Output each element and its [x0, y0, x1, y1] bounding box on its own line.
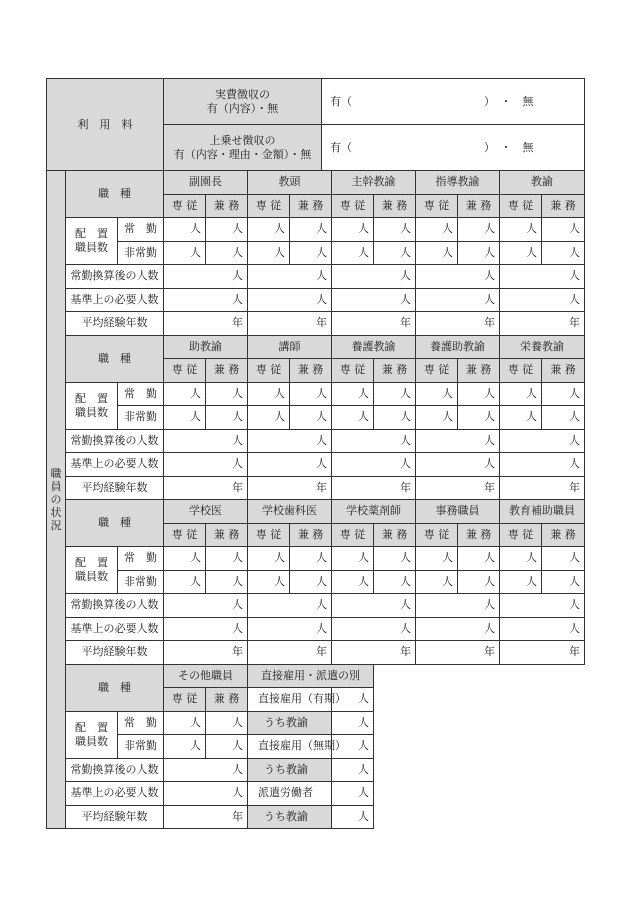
job-type-name: その他職員: [164, 664, 248, 688]
total-cell[interactable]: 人: [416, 594, 500, 618]
total-cell[interactable]: 年: [500, 476, 585, 500]
total-cell[interactable]: 人: [248, 429, 332, 453]
employment-row-label: うち教諭: [248, 758, 332, 782]
total-cell[interactable]: 年: [416, 476, 500, 500]
employment-count-cell[interactable]: 人: [332, 711, 374, 735]
placement-line1: 配 置: [75, 556, 108, 570]
count-cell[interactable]: 人: [458, 570, 500, 594]
total-cell[interactable]: 年: [500, 312, 585, 336]
side-label-char: 員: [50, 480, 62, 493]
standard-count-label: 基準上の必要人数: [66, 288, 164, 312]
fulltime-header: 専 従: [332, 359, 374, 383]
fulltime-header: 専 従: [164, 359, 206, 383]
placement-line2: 職員数: [75, 241, 108, 254]
count-cell[interactable]: 人: [290, 382, 332, 406]
concurrent-header: 兼 務: [374, 194, 416, 218]
fulltime-header: 専 従: [248, 194, 290, 218]
total-cell[interactable]: 人: [164, 429, 248, 453]
total-cell[interactable]: 人: [500, 429, 585, 453]
blank-area: [374, 735, 542, 759]
count-cell[interactable]: 人: [458, 406, 500, 430]
total-cell[interactable]: 人: [332, 594, 416, 618]
count-cell[interactable]: 人: [542, 406, 585, 430]
actual-cost-value[interactable]: 有（ ） ・ 無: [322, 79, 585, 125]
count-cell[interactable]: 人: [164, 218, 206, 242]
count-cell[interactable]: 人: [164, 735, 206, 759]
total-cell[interactable]: 年: [164, 312, 248, 336]
count-cell[interactable]: 人: [416, 241, 458, 265]
blank-area: [374, 782, 542, 806]
count-cell[interactable]: 人: [332, 218, 374, 242]
concurrent-header: 兼 務: [458, 523, 500, 547]
total-cell[interactable]: 人: [248, 617, 332, 641]
employment-count-cell[interactable]: 人: [332, 688, 374, 712]
count-cell[interactable]: 人: [500, 218, 542, 242]
total-cell[interactable]: 人: [416, 617, 500, 641]
count-cell[interactable]: 人: [164, 241, 206, 265]
avg-years-label: 平均経験年数: [66, 641, 164, 665]
total-cell[interactable]: 人: [164, 265, 248, 289]
concurrent-header: 兼 務: [206, 359, 248, 383]
total-cell[interactable]: 人: [164, 453, 248, 477]
placement-staff-label: [66, 218, 118, 265]
total-cell[interactable]: 年: [164, 805, 248, 829]
concurrent-header: 兼 務: [374, 359, 416, 383]
staff-table: [46, 170, 585, 829]
total-cell[interactable]: 人: [164, 782, 248, 806]
concurrent-header: 兼 務: [290, 523, 332, 547]
total-cell[interactable]: 年: [248, 641, 332, 665]
nonregular-label: 非常勤: [118, 735, 164, 759]
fulltime-header: 専 従: [500, 523, 542, 547]
concurrent-header: 兼 務: [542, 359, 585, 383]
total-cell[interactable]: 人: [500, 453, 585, 477]
concurrent-header: 兼 務: [290, 359, 332, 383]
total-cell[interactable]: 人: [416, 288, 500, 312]
count-cell[interactable]: 人: [542, 218, 585, 242]
concurrent-header: 兼 務: [206, 688, 248, 712]
count-cell[interactable]: 人: [332, 382, 374, 406]
usage-fee-label: 利 用 料: [47, 79, 164, 171]
count-cell[interactable]: 人: [290, 570, 332, 594]
count-cell[interactable]: 人: [374, 570, 416, 594]
job-type-name: 講師: [248, 335, 332, 359]
concurrent-header: 兼 務: [542, 194, 585, 218]
employment-row-label: 直接雇用（無期）: [248, 735, 332, 759]
total-cell[interactable]: 人: [500, 617, 585, 641]
count-cell[interactable]: 人: [164, 570, 206, 594]
placement-line2: 職員数: [75, 570, 108, 583]
concurrent-header: 兼 務: [458, 359, 500, 383]
job-type-name: 事務職員: [416, 500, 500, 524]
avg-years-label: 平均経験年数: [66, 476, 164, 500]
count-cell[interactable]: 人: [542, 547, 585, 571]
concurrent-header: 兼 務: [458, 194, 500, 218]
count-cell[interactable]: 人: [206, 735, 248, 759]
standard-count-label: 基準上の必要人数: [66, 453, 164, 477]
job-type-name: 学校歯科医: [248, 500, 332, 524]
blank-area: [374, 664, 542, 688]
avg-years-label: 平均経験年数: [66, 805, 164, 829]
placement-staff-label: [66, 547, 118, 594]
count-cell[interactable]: 人: [206, 382, 248, 406]
count-cell[interactable]: 人: [248, 406, 290, 430]
job-type-name: 教諭: [500, 171, 585, 195]
count-cell[interactable]: 人: [248, 570, 290, 594]
avg-years-label: 平均経験年数: [66, 312, 164, 336]
employment-row-label: 直接雇用（有期）: [248, 688, 332, 712]
count-cell[interactable]: 人: [416, 570, 458, 594]
job-type-name: 教育補助職員: [500, 500, 585, 524]
regular-label: 常 勤: [118, 547, 164, 571]
count-cell[interactable]: 人: [164, 711, 206, 735]
count-cell[interactable]: 人: [332, 241, 374, 265]
count-cell[interactable]: 人: [290, 218, 332, 242]
total-cell[interactable]: 年: [416, 312, 500, 336]
side-label-char: 状: [50, 506, 62, 519]
total-cell[interactable]: 人: [500, 265, 585, 289]
count-cell[interactable]: 人: [374, 406, 416, 430]
converted-count-label: 常勤換算後の人数: [66, 594, 164, 618]
employment-count-cell[interactable]: 人: [332, 735, 374, 759]
job-type-name: 学校薬剤師: [332, 500, 416, 524]
count-cell[interactable]: 人: [458, 547, 500, 571]
job-type-name: 養護助教諭: [416, 335, 500, 359]
nonregular-label: 非常勤: [118, 241, 164, 265]
extra-cost-label: 上乗せ徴収の 有（内容・理由・金額）・無: [164, 125, 322, 171]
count-cell[interactable]: 人: [206, 406, 248, 430]
count-cell[interactable]: 人: [458, 382, 500, 406]
total-cell[interactable]: 人: [500, 594, 585, 618]
count-cell[interactable]: 人: [500, 382, 542, 406]
employment-row-label: 派遣労働者: [248, 782, 332, 806]
side-label-char: 職: [50, 467, 62, 480]
fulltime-header: 専 従: [248, 359, 290, 383]
standard-count-label: 基準上の必要人数: [66, 617, 164, 641]
usage-fee-table: [46, 78, 585, 171]
nonregular-label: 非常勤: [118, 406, 164, 430]
fulltime-header: 専 従: [332, 523, 374, 547]
count-cell[interactable]: 人: [332, 547, 374, 571]
count-cell[interactable]: 人: [164, 547, 206, 571]
fulltime-header: 専 従: [164, 688, 206, 712]
count-cell[interactable]: 人: [500, 241, 542, 265]
regular-label: 常 勤: [118, 382, 164, 406]
count-cell[interactable]: 人: [248, 241, 290, 265]
total-cell[interactable]: 人: [332, 617, 416, 641]
converted-count-label: 常勤換算後の人数: [66, 429, 164, 453]
total-cell[interactable]: 人: [248, 594, 332, 618]
total-cell[interactable]: 人: [416, 429, 500, 453]
count-cell[interactable]: 人: [290, 547, 332, 571]
concurrent-header: 兼 務: [374, 523, 416, 547]
job-type-name: 養護教諭: [332, 335, 416, 359]
job-type-label: 職 種: [66, 335, 164, 382]
total-cell[interactable]: 人: [248, 453, 332, 477]
count-cell[interactable]: 人: [500, 570, 542, 594]
staff-status-side-label: [47, 171, 66, 829]
job-type-name: 指導教諭: [416, 171, 500, 195]
side-label-char: 況: [50, 519, 62, 532]
fulltime-header: 専 従: [416, 523, 458, 547]
total-cell[interactable]: 年: [416, 641, 500, 665]
count-cell[interactable]: 人: [206, 711, 248, 735]
fulltime-header: 専 従: [500, 194, 542, 218]
extra-cost-value[interactable]: 有（ ） ・ 無: [322, 125, 585, 171]
count-cell[interactable]: 人: [542, 570, 585, 594]
total-cell[interactable]: 人: [416, 453, 500, 477]
standard-count-label: 基準上の必要人数: [66, 782, 164, 806]
employment-count-cell[interactable]: 人: [332, 758, 374, 782]
count-cell[interactable]: 人: [164, 406, 206, 430]
total-cell[interactable]: 人: [164, 288, 248, 312]
fulltime-header: 専 従: [332, 194, 374, 218]
regular-label: 常 勤: [118, 711, 164, 735]
count-cell[interactable]: 人: [374, 547, 416, 571]
fulltime-header: 専 従: [164, 194, 206, 218]
count-cell[interactable]: 人: [164, 382, 206, 406]
job-type-name: 教頭: [248, 171, 332, 195]
total-cell[interactable]: 人: [332, 265, 416, 289]
total-cell[interactable]: 人: [416, 265, 500, 289]
employment-type-header: 直接雇用・派遣の別: [248, 664, 374, 688]
total-cell[interactable]: 人: [164, 594, 248, 618]
total-cell[interactable]: 人: [164, 617, 248, 641]
count-cell[interactable]: 人: [500, 406, 542, 430]
count-cell[interactable]: 人: [206, 241, 248, 265]
total-cell[interactable]: 年: [164, 641, 248, 665]
count-cell[interactable]: 人: [542, 241, 585, 265]
job-type-name: 学校医: [164, 500, 248, 524]
fulltime-header: 専 従: [164, 523, 206, 547]
count-cell[interactable]: 人: [416, 406, 458, 430]
count-cell[interactable]: 人: [332, 406, 374, 430]
employment-row-label: うち教諭: [248, 805, 332, 829]
fulltime-header: 専 従: [416, 194, 458, 218]
regular-label: 常 勤: [118, 218, 164, 242]
actual-cost-label: 実費徴収の 有（内容）・無: [164, 79, 322, 125]
fulltime-header: 専 従: [416, 359, 458, 383]
blank-area: [374, 688, 542, 712]
concurrent-header: 兼 務: [206, 194, 248, 218]
job-type-label: 職 種: [66, 500, 164, 547]
total-cell[interactable]: 年: [248, 476, 332, 500]
job-type-name: 助教諭: [164, 335, 248, 359]
count-cell[interactable]: 人: [500, 547, 542, 571]
count-cell[interactable]: 人: [374, 382, 416, 406]
blank-area: [374, 758, 542, 782]
total-cell[interactable]: 人: [164, 758, 248, 782]
placement-staff-label: [66, 382, 118, 429]
count-cell[interactable]: 人: [374, 241, 416, 265]
converted-count-label: 常勤換算後の人数: [66, 265, 164, 289]
count-cell[interactable]: 人: [248, 382, 290, 406]
total-cell[interactable]: 人: [248, 265, 332, 289]
total-cell[interactable]: 人: [500, 288, 585, 312]
placement-line2: 職員数: [75, 734, 108, 748]
fulltime-header: 専 従: [248, 523, 290, 547]
total-cell[interactable]: 年: [500, 641, 585, 665]
total-cell[interactable]: 人: [248, 288, 332, 312]
fulltime-header: 専 従: [500, 359, 542, 383]
placement-line2: 職員数: [75, 405, 108, 419]
job-type-label: 職 種: [66, 171, 164, 218]
count-cell[interactable]: 人: [206, 218, 248, 242]
total-cell[interactable]: 年: [332, 641, 416, 665]
total-cell[interactable]: 人: [332, 288, 416, 312]
side-label-char: の: [50, 493, 62, 506]
concurrent-header: 兼 務: [542, 523, 585, 547]
total-cell[interactable]: 人: [332, 453, 416, 477]
concurrent-header: 兼 務: [290, 194, 332, 218]
count-cell[interactable]: 人: [458, 218, 500, 242]
count-cell[interactable]: 人: [416, 547, 458, 571]
employment-count-cell[interactable]: 人: [332, 805, 374, 829]
blank-area: [374, 805, 542, 829]
count-cell[interactable]: 人: [416, 218, 458, 242]
placement-line1: 配 置: [75, 391, 108, 405]
job-type-name: 副園長: [164, 171, 248, 195]
converted-count-label: 常勤換算後の人数: [66, 758, 164, 782]
total-cell[interactable]: 年: [332, 476, 416, 500]
count-cell[interactable]: 人: [206, 547, 248, 571]
placement-line1: 配 置: [75, 227, 108, 241]
placement-staff-label: [66, 711, 118, 758]
total-cell[interactable]: 人: [332, 429, 416, 453]
placement-line1: 配 置: [75, 720, 108, 734]
total-cell[interactable]: 年: [332, 312, 416, 336]
job-type-name: 主幹教諭: [332, 171, 416, 195]
count-cell[interactable]: 人: [542, 382, 585, 406]
count-cell[interactable]: 人: [374, 218, 416, 242]
blank-area: [374, 711, 542, 735]
total-cell[interactable]: 年: [248, 312, 332, 336]
job-type-label: 職 種: [66, 664, 164, 711]
concurrent-header: 兼 務: [206, 523, 248, 547]
count-cell[interactable]: 人: [290, 406, 332, 430]
count-cell[interactable]: 人: [416, 382, 458, 406]
count-cell[interactable]: 人: [290, 241, 332, 265]
count-cell[interactable]: 人: [332, 570, 374, 594]
total-cell[interactable]: 年: [164, 476, 248, 500]
count-cell[interactable]: 人: [458, 241, 500, 265]
count-cell[interactable]: 人: [248, 547, 290, 571]
count-cell[interactable]: 人: [248, 218, 290, 242]
nonregular-label: 非常勤: [118, 570, 164, 594]
employment-row-label: うち教諭: [248, 711, 332, 735]
job-type-name: 栄養教諭: [500, 335, 585, 359]
employment-count-cell[interactable]: 人: [332, 782, 374, 806]
count-cell[interactable]: 人: [206, 570, 248, 594]
